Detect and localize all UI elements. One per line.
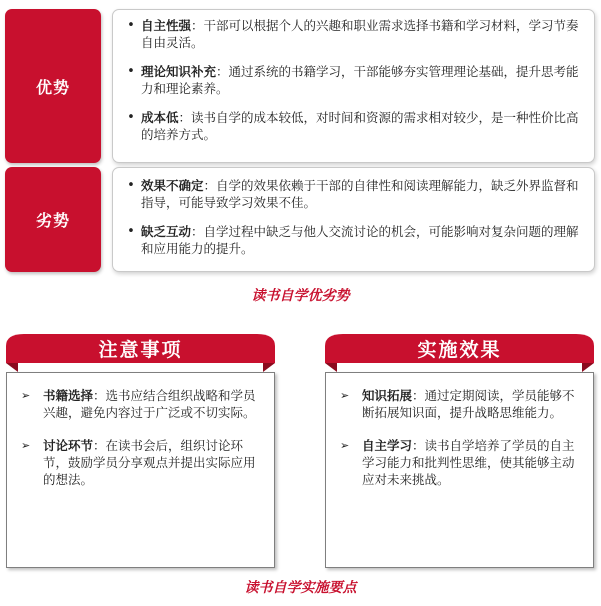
item-text: ：自学的效果依赖于干部的自律性和阅读理解能力，缺乏外界监督和指导，可能导致学习效果不佳。 [141, 178, 579, 210]
item-text: ：选书应结合组织战略和学员兴趣，避免内容过于广泛或不切实际。 [43, 388, 256, 420]
item-title: 知识拓展 [362, 388, 413, 403]
list-item [121, 17, 582, 51]
bullet-icon: • [127, 18, 135, 33]
notes-title: 注意事项 [98, 339, 183, 361]
item-title: 讨论环节 [43, 438, 94, 453]
arrow-bullet-icon: ➢ [340, 389, 350, 402]
item-text: ：通过系统的书籍学习，干部能够夯实管理理论基础，提升思考能力和理论素养。 [141, 64, 579, 96]
list-item [340, 387, 579, 421]
advantages-row [5, 9, 595, 163]
list-item [121, 109, 582, 143]
item-text: ：读书自学的成本较低，对时间和资源的需求相对较少，是一种性价比高的培养方式。 [141, 110, 579, 142]
item-title: 成本低 [141, 110, 179, 125]
bullet-icon: • [127, 110, 135, 125]
list-item [21, 387, 260, 421]
advantages-label: 优势 [5, 9, 101, 163]
item-title: 自主性强 [141, 18, 192, 33]
bottom-caption: 读书自学实施要点 [244, 580, 357, 596]
item-title: 自主学习 [362, 438, 413, 453]
disadvantages-content [112, 167, 595, 272]
bullet-icon: • [127, 178, 135, 193]
effects-panel [325, 334, 594, 568]
item-text: ：读书自学培养了学员的自主学习能力和批判性思维，使其能够主动应对未来挑战。 [362, 438, 575, 487]
list-item [340, 437, 579, 488]
bullet-icon: • [127, 64, 135, 79]
effects-header [325, 334, 594, 372]
list-item [121, 177, 582, 211]
item-text: ：通过定期阅读，学员能够不断拓展知识面，提升战略思维能力。 [362, 388, 575, 420]
list-item [121, 63, 582, 97]
arrow-bullet-icon: ➢ [21, 439, 31, 452]
item-text: ：在读书会后，组织讨论环节，鼓励学员分享观点并提出实际应用的想法。 [43, 438, 256, 487]
item-text: ：自学过程中缺乏与他人交流讨论的机会，可能影响对复杂问题的理解和应用能力的提升。 [141, 224, 579, 256]
item-title: 效果不确定 [141, 178, 204, 193]
disadvantages-row [5, 167, 595, 272]
list-item [121, 223, 582, 257]
item-title: 理论知识补充 [141, 64, 217, 79]
bullet-icon: • [127, 224, 135, 239]
effects-title: 实施效果 [417, 339, 502, 361]
disadvantages-label: 劣势 [5, 167, 101, 272]
advantages-content [112, 9, 595, 163]
notes-panel [6, 334, 275, 568]
item-title: 缺乏互动 [141, 224, 192, 239]
arrow-bullet-icon: ➢ [21, 389, 31, 402]
top-caption: 读书自学优劣势 [251, 288, 350, 304]
notes-header [6, 334, 275, 372]
effects-body [325, 372, 594, 568]
arrow-bullet-icon: ➢ [340, 439, 350, 452]
item-title: 书籍选择 [43, 388, 94, 403]
item-text: ：干部可以根据个人的兴趣和职业需求选择书籍和学习材料，学习节奏自由灵活。 [141, 18, 579, 50]
notes-body [6, 372, 275, 568]
list-item [21, 437, 260, 488]
